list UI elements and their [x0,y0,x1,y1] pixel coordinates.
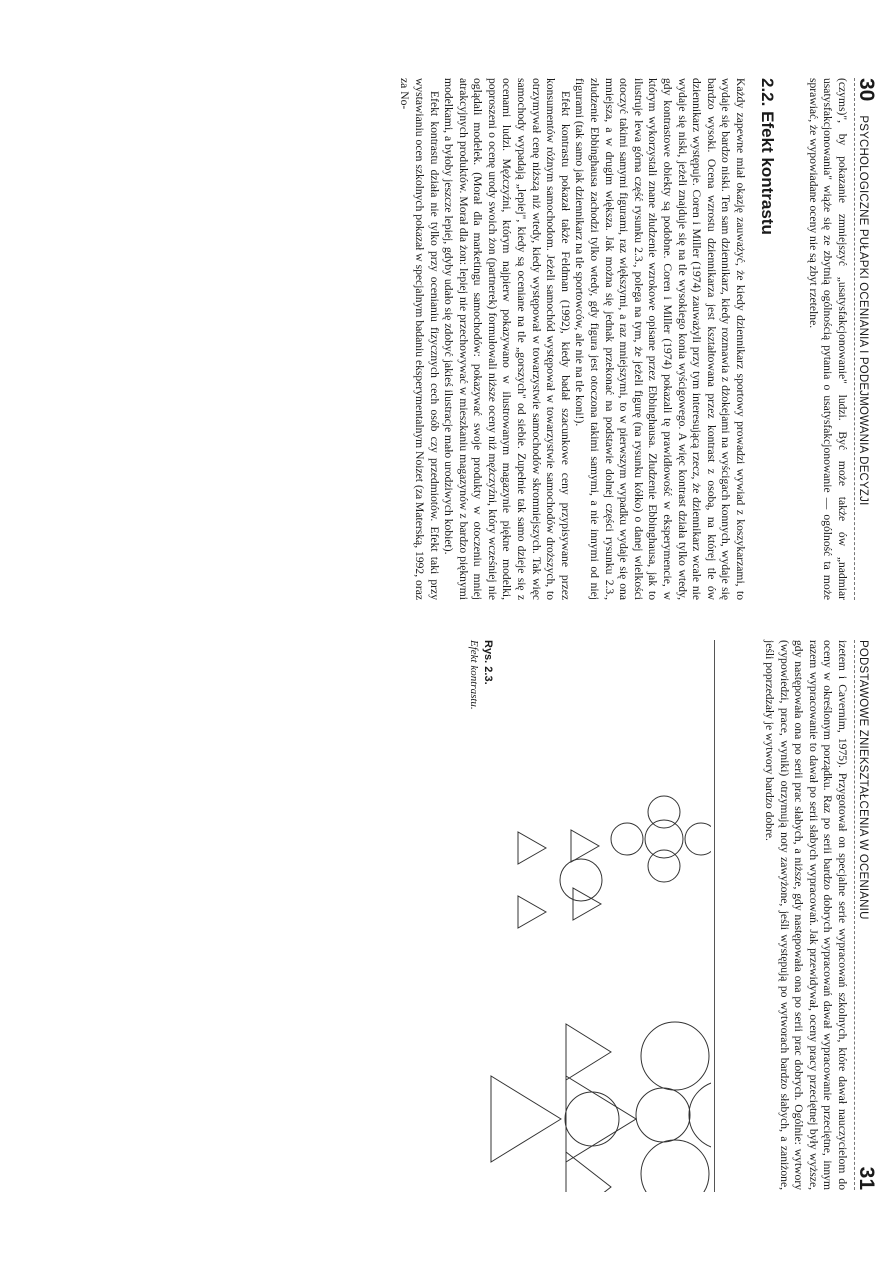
figure-circle [689,1081,711,1149]
running-head-left [854,78,881,600]
caption-label: Rys. 2.3. [482,640,494,685]
running-head-title: PODSTAWOWE ZNIEKSZTAŁCENIA W OCENIANIU [857,640,869,920]
caption-text: Efekt kontrastu. [468,640,480,710]
triangle-small-surround-group [518,830,602,928]
intro-text [805,78,849,600]
figure-circle [641,1140,709,1192]
circle-small-surround-group [611,796,711,882]
figure-circle [565,1092,619,1146]
figure-circle [648,850,680,882]
section-body [397,78,747,600]
paragraph: (czyms)", by pokazanie zmniejszyć „usatysfakcjonowanie" ludzi. Być może także ów „nadmiar usatysfakcjonowania" wiąże się ze zbytnią ogólnością pytania o usatysfakcjonowanie — ogólność ta może sprawiać, że wypowiadane oceny nie są zbyt rzetelne. [806,78,849,600]
figure-triangle [518,896,546,928]
section-heading: 2.2. Efekt kontrastu [758,78,777,235]
figure-circle [636,1088,690,1142]
figure-circle [611,823,643,855]
figure-triangle [566,1076,636,1162]
figure-triangle [518,832,546,864]
figure-circle [685,823,711,855]
circle-large-surround-group [636,1022,711,1192]
running-head-right [854,640,881,1190]
figure-caption [467,640,495,840]
triangle-large-surround-group [491,1024,636,1192]
figure-circle [560,859,602,901]
figure-triangle [566,1024,611,1080]
paragraph: Każdy zapewne miał okazję zauważyć, że kiedy dziennikarz sportowy prowadzi wywiad z koszykarzami, to wydaje się bardzo niski. Ten sam dziennikarz, kiedy rozmawia z dżokejami na wyścigach konnych, wydaje się bardzo wysoki. Ocena wzrostu dziennikarza jest kształtowana przez kontrast z osobą, na której tle ów dziennikarz występuje. Coren i Miller (1974) zauważyli przy tym interesującą rzecz, że dziennikarz wcale nie wydaje się niski, jeżeli znajduje się na tle wysokiego konia wyścigowego. A więc kontrast działa tylko wtedy, gdy kontrastowe obiekty są podobne. Coren i Miller (1974) pokazali tę prawidłowość w eksperymencie, w którym wykorzystali znane złudzenie wzrokowe opisane przez Ebbinghausa. Złudzenie Ebbinghausa, jak to ilustruje lewa górna część rysunku 2.3., polega na tym, że jeżeli figurę (na rysunku kółko) o danej wielkości otoczyć takimi samymi figurami, raz większymi, a raz mniejszymi, to w pierwszym wypadku wydaje się ona mniejsza, a w drugim większa. Jak można się jednak przekonać na podstawie dolnej części rysunku 2.3., złudzenie Ebbinghausa zachodzi tylko wtedy, gdy figura jest otoczona takimi samymi, a nie innymi od niej figurami (tak samo jak dziennikarz na tle sportowców, ale nie na tle koni!). [573,78,747,600]
figure-illustration [471,632,711,1192]
page-number: 31 [855,1166,878,1190]
figure-circle [641,1022,709,1090]
paragraph: izetem i Cavernim, 1975). Przygotował on specjalne serie wypracowań szkolnych, które dawał nauczycielom do oceny w określonym porządku. Raz po serii bardzo dobrych wypracowań dawał wypracowanie przeciętne, innym razem wypracowanie to dawał po serii słabych wypracowań. Jak przewidywał, oceny pracy przeciętnej były wyższe, gdy następowała ona po serii prac słabych, a niższe, gdy następowała ona po serii prac dobrych. Ogólnie: wytwory (wypowiedzi, prace, wyniki) otrzymują noty zawyżone, jeśli występują po wytworach bardzo słabych, a zaniżone, jeśli poprzedzały je wytwory bardzo dobre. [763,640,849,1190]
ebbinghaus-figure [471,632,711,1192]
left-page [0,0,893,631]
figure-circle [645,820,683,858]
page-number: 30 [855,78,878,102]
paragraph: Efekt kontrastu pokazał także Feldman (1992), kiedy badał szacunkowe ceny przypisywane przez konsumentów różnym samochodom. Jeżeli samochód występował w towarzystwie samochodów droższych, to otrzymywał cenę niższą niż wtedy, kiedy występował w towarzystwie samochodów skromniejszych. Tak więc samochody wypadają „lepiej", kiedy są oceniane na tle „gorszych" od siebie. Zupełnie tak samo dzieje się z ocenami ludzi. Mężczyźni, którym najpierw pokazywano w ilustrowanym magazynie piękne modelki, poproszeni o ocenę urody swoich żon (partnerek) formułowali niższe oceny niż mężczyźni, który wcześniej nie oglądali modelek. (Morał dla marketingu samochodów: pokazywać swoje produkty w otoczeniu mniej atrakcyjnych produktów. Morał dla żon: lepiej nie przechowywać w mieszkaniu magazynów z bardzo pięknymi modelkami, a byłoby jeszcze lepiej, gdyby udało się zdobyć jakieś ilustracje mało urodziwych kobiet). [442,78,572,600]
figure-triangle [491,1076,561,1162]
figure-triangle [571,830,599,862]
right-page [0,632,893,1263]
figure-triangle [573,888,601,920]
running-head-title: PSYCHOLOGICZNE PUŁAPKI OCENIANIA I PODEJMOWANIA DECYZJI [857,115,869,506]
continued-text [761,640,849,1190]
figure-divider [714,640,715,1192]
paragraph: Efekt kontrastu działa nie tylko przy ocenianiu fizycznych cech osób czy przedmiotów. Efekt taki przy wystawianiu ocen szkolnych pokazał w specjalnym badaniu eksperymentalnym Noizet (za Materską, 1992, oraz za No- [398,78,441,600]
